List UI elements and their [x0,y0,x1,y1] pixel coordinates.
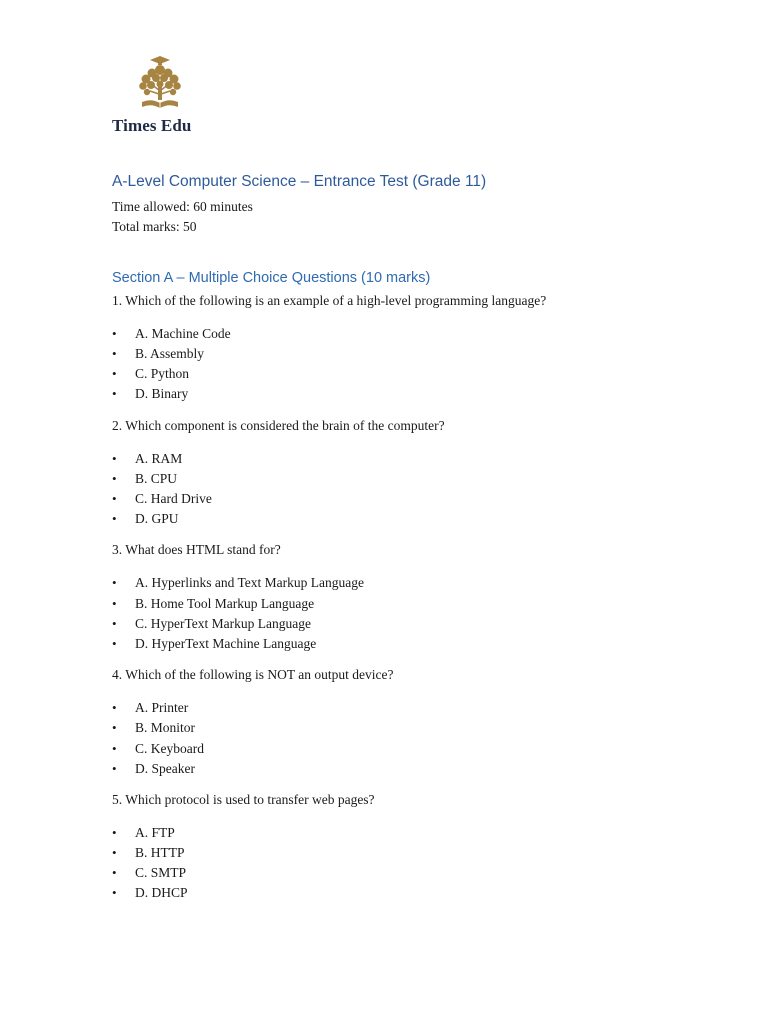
bullet-icon: • [112,346,117,361]
bullet-icon: • [112,326,117,341]
option-label: D. GPU [135,511,179,526]
bullet-icon: • [112,386,117,401]
bullet-icon: • [112,825,117,840]
bullet-icon: • [112,720,117,735]
option-label: A. Hyperlinks and Text Markup Language [135,575,364,590]
option-label: D. Binary [135,386,189,401]
option-label: C. Keyboard [135,741,204,756]
bullet-icon: • [112,885,117,900]
bullet-icon: • [112,616,117,631]
bullet-icon: • [112,511,117,526]
option-label: A. Printer [135,700,189,715]
option-label: C. Python [135,366,190,381]
option-label: D. DHCP [135,885,188,900]
question-5: 5. Which protocol is used to transfer web pages? [112,792,375,807]
bullet-icon: • [112,491,117,506]
bullet-icon: • [112,741,117,756]
total-marks: Total marks: 50 [112,219,197,234]
question-3: 3. What does HTML stand for? [112,542,281,557]
question-2: 2. Which component is considered the brain of the computer? [112,418,445,433]
bullet-icon: • [112,366,117,381]
option-label: A. FTP [135,825,175,840]
option-label: B. Monitor [135,720,196,735]
section-a-heading: Section A – Multiple Choice Questions (10 marks) [112,270,431,286]
question-1: 1. Which of the following is an example of a high-level programming language? [112,293,547,308]
brand-name: Times Edu [112,116,192,135]
option-label: C. SMTP [135,865,187,880]
tree-book-icon [130,54,190,114]
bullet-icon: • [112,845,117,860]
bullet-icon: • [112,865,117,880]
option-label: A. Machine Code [135,326,231,341]
bullet-icon: • [112,636,117,651]
option-label: B. HTTP [135,845,185,860]
option-label: A. RAM [135,451,183,466]
brand-logo [112,54,212,138]
option-label: B. Assembly [135,346,205,361]
time-allowed: Time allowed: 60 minutes [112,199,253,214]
bullet-icon: • [112,451,117,466]
option-label: D. HyperText Machine Language [135,636,317,651]
bullet-icon: • [112,700,117,715]
page-title: A-Level Computer Science – Entrance Test (Grade 11) [112,173,487,190]
option-label: B. Home Tool Markup Language [135,596,315,611]
question-4: 4. Which of the following is NOT an output device? [112,667,394,682]
bullet-icon: • [112,575,117,590]
option-label: C. Hard Drive [135,491,212,506]
bullet-icon: • [112,596,117,611]
option-label: C. HyperText Markup Language [135,616,312,631]
option-label: B. CPU [135,471,178,486]
bullet-icon: • [112,471,117,486]
bullet-icon: • [112,761,117,776]
option-label: D. Speaker [135,761,195,776]
